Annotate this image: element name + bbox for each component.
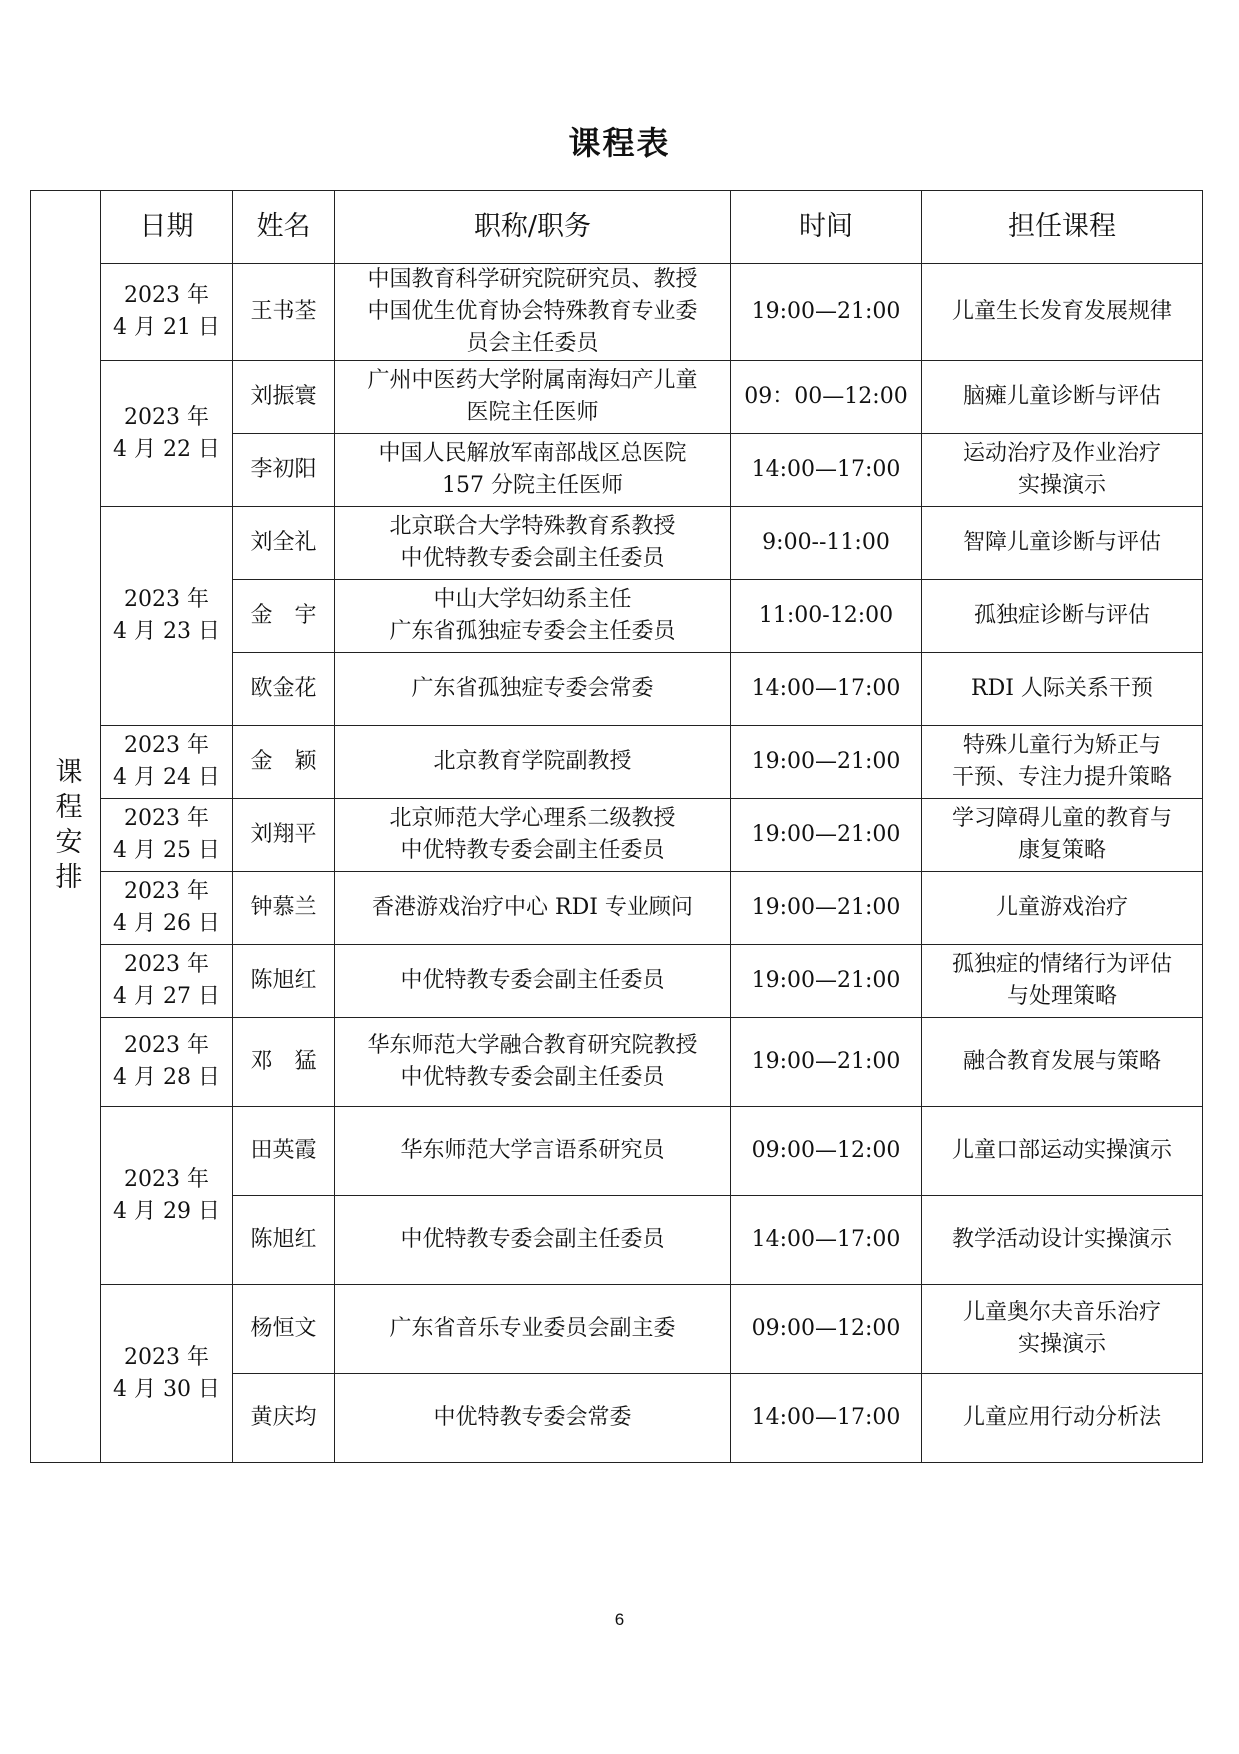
course-cell: 智障儿童诊断与评估 xyxy=(922,507,1203,580)
time-cell: 14:00—17:00 xyxy=(731,1374,922,1463)
name-cell: 王书荃 xyxy=(233,264,335,361)
name-cell: 金 颖 xyxy=(233,726,335,799)
name-cell: 李初阳 xyxy=(233,434,335,507)
course-cell: 儿童应用行动分析法 xyxy=(922,1374,1203,1463)
table-row xyxy=(31,799,1203,872)
course-cell: 学习障碍儿童的教育与 康复策略 xyxy=(922,799,1203,872)
course-cell: 儿童口部运动实操演示 xyxy=(922,1107,1203,1196)
title-cell: 中国教育科学研究院研究员、教授 中国优生优育协会特殊教育专业委 员会主任委员 xyxy=(335,264,731,361)
course-cell: 儿童游戏治疗 xyxy=(922,872,1203,945)
name-cell: 黄庆均 xyxy=(233,1374,335,1463)
time-cell: 14:00—17:00 xyxy=(731,434,922,507)
time-cell: 19:00—21:00 xyxy=(731,945,922,1018)
name-cell: 陈旭红 xyxy=(233,1196,335,1285)
time-cell: 09:00—12:00 xyxy=(731,1285,922,1374)
course-cell: 脑瘫儿童诊断与评估 xyxy=(922,361,1203,434)
course-cell: 儿童奥尔夫音乐治疗 实操演示 xyxy=(922,1285,1203,1374)
title-cell: 中优特教专委会常委 xyxy=(335,1374,731,1463)
date-cell: 2023 年 4 月 22 日 xyxy=(101,361,233,507)
table-row xyxy=(31,264,1203,361)
page-number: 6 xyxy=(614,1610,625,1629)
header-title: 职称/职务 xyxy=(335,191,731,264)
table-row xyxy=(31,1285,1203,1374)
course-cell: 孤独症的情绪行为评估 与处理策略 xyxy=(922,945,1203,1018)
date-cell: 2023 年 4 月 30 日 xyxy=(101,1285,233,1463)
course-cell: 儿童生长发育发展规律 xyxy=(922,264,1203,361)
name-cell: 刘翔平 xyxy=(233,799,335,872)
date-cell: 2023 年 4 月 25 日 xyxy=(101,799,233,872)
date-cell: 2023 年 4 月 24 日 xyxy=(101,726,233,799)
time-cell: 9:00--11:00 xyxy=(731,507,922,580)
name-cell: 欧金花 xyxy=(233,653,335,726)
title-cell: 北京师范大学心理系二级教授 中优特教专委会副主任委员 xyxy=(335,799,731,872)
date-cell: 2023 年 4 月 28 日 xyxy=(101,1018,233,1107)
time-cell: 09:00—12:00 xyxy=(731,1107,922,1196)
date-cell: 2023 年 4 月 23 日 xyxy=(101,507,233,726)
time-cell: 14:00—17:00 xyxy=(731,653,922,726)
table-row xyxy=(31,361,1203,434)
name-cell: 钟慕兰 xyxy=(233,872,335,945)
title-cell: 中优特教专委会副主任委员 xyxy=(335,945,731,1018)
title-cell: 华东师范大学融合教育研究院教授 中优特教专委会副主任委员 xyxy=(335,1018,731,1107)
course-cell: 孤独症诊断与评估 xyxy=(922,580,1203,653)
course-cell: 运动治疗及作业治疗 实操演示 xyxy=(922,434,1203,507)
name-cell: 田英霞 xyxy=(233,1107,335,1196)
page-title: 课程表 xyxy=(568,124,671,162)
time-cell: 09：00—12:00 xyxy=(731,361,922,434)
table-row xyxy=(31,507,1203,580)
header-time: 时间 xyxy=(731,191,922,264)
title-cell: 中山大学妇幼系主任 广东省孤独症专委会主任委员 xyxy=(335,580,731,653)
name-cell: 金 宇 xyxy=(233,580,335,653)
date-cell: 2023 年 4 月 27 日 xyxy=(101,945,233,1018)
header-row xyxy=(31,191,1203,264)
name-cell: 邓 猛 xyxy=(233,1018,335,1107)
table-row xyxy=(31,726,1203,799)
table-row xyxy=(31,872,1203,945)
title-cell: 北京联合大学特殊教育系教授 中优特教专委会副主任委员 xyxy=(335,507,731,580)
header-date: 日期 xyxy=(101,191,233,264)
time-cell: 19:00—21:00 xyxy=(731,726,922,799)
side-label: 课程安排 xyxy=(50,756,82,897)
title-cell: 北京教育学院副教授 xyxy=(335,726,731,799)
course-cell: 特殊儿童行为矫正与 干预、专注力提升策略 xyxy=(922,726,1203,799)
name-cell: 刘全礼 xyxy=(233,507,335,580)
date-cell: 2023 年 4 月 29 日 xyxy=(101,1107,233,1285)
name-cell: 刘振寰 xyxy=(233,361,335,434)
header-course: 担任课程 xyxy=(922,191,1203,264)
time-cell: 11:00-12:00 xyxy=(731,580,922,653)
title-cell: 中国人民解放军南部战区总医院 157 分院主任医师 xyxy=(335,434,731,507)
side-label-cell xyxy=(31,191,101,1463)
table-row xyxy=(31,1107,1203,1196)
table-row xyxy=(31,945,1203,1018)
title-cell: 广州中医药大学附属南海妇产儿童 医院主任医师 xyxy=(335,361,731,434)
schedule-table xyxy=(30,190,1203,1463)
table-row xyxy=(31,1018,1203,1107)
title-cell: 中优特教专委会副主任委员 xyxy=(335,1196,731,1285)
course-cell: RDI 人际关系干预 xyxy=(922,653,1203,726)
name-cell: 陈旭红 xyxy=(233,945,335,1018)
name-cell: 杨恒文 xyxy=(233,1285,335,1374)
time-cell: 14:00—17:00 xyxy=(731,1196,922,1285)
title-cell: 广东省音乐专业委员会副主委 xyxy=(335,1285,731,1374)
time-cell: 19:00—21:00 xyxy=(731,1018,922,1107)
course-cell: 融合教育发展与策略 xyxy=(922,1018,1203,1107)
title-cell: 广东省孤独症专委会常委 xyxy=(335,653,731,726)
header-name: 姓名 xyxy=(233,191,335,264)
time-cell: 19:00—21:00 xyxy=(731,264,922,361)
title-cell: 华东师范大学言语系研究员 xyxy=(335,1107,731,1196)
title-cell: 香港游戏治疗中心 RDI 专业顾问 xyxy=(335,872,731,945)
date-cell: 2023 年 4 月 26 日 xyxy=(101,872,233,945)
date-cell: 2023 年 4 月 21 日 xyxy=(101,264,233,361)
time-cell: 19:00—21:00 xyxy=(731,872,922,945)
time-cell: 19:00—21:00 xyxy=(731,799,922,872)
course-cell: 教学活动设计实操演示 xyxy=(922,1196,1203,1285)
